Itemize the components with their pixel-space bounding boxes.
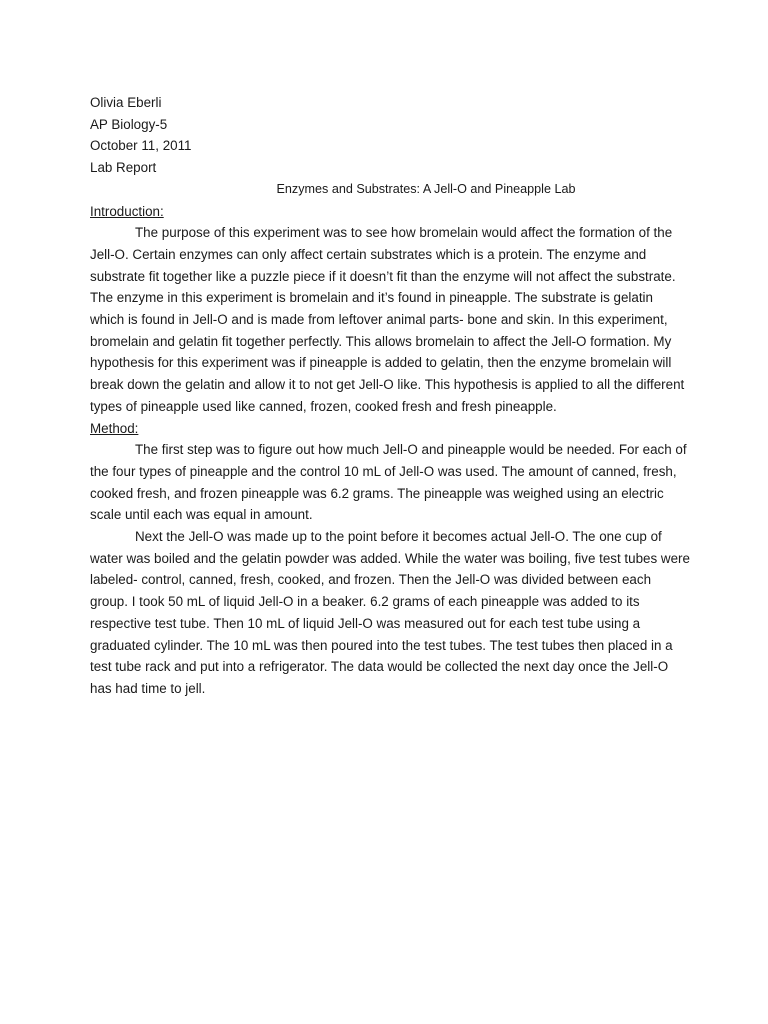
- report-title: Enzymes and Substrates: A Jell-O and Pineapple Lab: [276, 181, 576, 196]
- author-name: Olivia Eberli: [90, 95, 162, 110]
- method-heading: Method:: [90, 420, 139, 436]
- course-name: AP Biology-5: [90, 116, 168, 132]
- report-date: October 11, 2011: [90, 138, 192, 154]
- document-type: Lab Report: [90, 160, 157, 176]
- introduction-heading: Introduction:: [90, 203, 164, 219]
- document-body: [90, 92, 690, 700]
- method-paragraph-1: The first step was to figure out how much Jell-O and pineapple would be needed. For each of the four types of pineapple and the control 10 mL of Jell-O was used. The amount of canned, fresh, cooked fresh, and frozen pineapple was 6.2 grams. The pineapple was weighed using an electric scale until each was equal in amount.: [90, 442, 687, 523]
- method-paragraph-2: Next the Jell-O was made up to the point before it becomes actual Jell-O. The one cup of water was boiled and the gelatin powder was added. While the water was boiling, five test tubes were labeled- control, canned, fresh, cooked, and frozen. Then the Jell-O was divided between each group. I took 50 mL of liquid Jell-O in a beaker. 6.2 grams of each pineapple was added to its respective test tube. Then 10 mL of liquid Jell-O was measured out for each test tube using a graduated cylinder. The 10 mL was then poured into the test tubes. The test tubes then placed in a test tube rack and put into a refrigerator. The data would be collected the next day once the Jell-O has had time to jell.: [90, 529, 690, 696]
- introduction-paragraph: The purpose of this experiment was to see how bromelain would affect the formation of the Jell-O. Certain enzymes can only affect certain substrates which is a protein. The enzyme and substrate fit together like a puzzle piece if it doesn’t fit than the enzyme will not affect the substrate. The enzyme in this experiment is bromelain and it’s found in pineapple. The substrate is gelatin which is found in Jell-O and is made from leftover animal parts- bone and skin. In this experiment, bromelain and gelatin fit together perfectly. This allows bromelain to affect the Jell-O formation. My hypothesis for this experiment was if pineapple is added to gelatin, then the enzyme bromelain will break down the gelatin and allow it to not get Jell-O like. This hypothesis is applied to all the different types of pineapple used like canned, frozen, cooked fresh and fresh pineapple.: [90, 225, 685, 414]
